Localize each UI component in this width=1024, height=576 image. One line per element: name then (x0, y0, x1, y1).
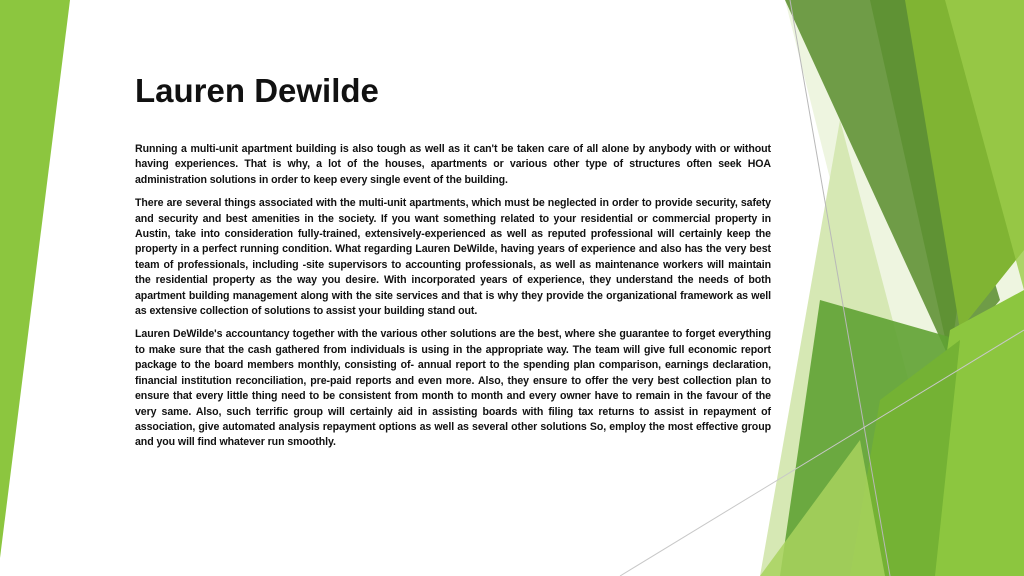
paragraph-2: There are several things associated with the multi-unit apartments, which must be neglected in order to provide security, safety and security and best amenities in the society. If you want something related to your residential or commercial property in Austin, take into consideration fully-trained, extensively-experienced as well as reputed professional will certainly keep the property in a perfect running condition. What regarding Lauren DeWilde, having years of experience and also has the very best team of professionals, including -site supervisors to accounting professionals, as well as maintenance workers will maintain the residential property as the way you desire. With incorporated years of experience, they understand the needs of both apartment building management along with the site services and that is why they provide the organizational framework as well as extensive collection of solutions to assist your building stand out. (135, 197, 771, 318)
paragraph-3: Lauren DeWilde's accountancy together with the various other solutions are the best, where she guarantee to forget everything to make sure that the cash gathered from individuals is using in the appropriate way. The team will give full economic report package to the board members monthly, consisting of- annual report to the spending plan comparison, earnings declaration, financial institution reconciliation, pre-paid reports and even more. Also, they ensure to offer the very best collection plan to ensure that every little thing need to be consistent from month to month and every owner have to remain in the favour of the very same. Also, such terrific group will certainly aid in assisting boards with filing tax returns to assist in repayment of association, give automated analysis repayment options as well as several other solutions So, employ the most effective group and you will find whatever run smoothly. (135, 328, 771, 449)
paragraph-1: Running a multi-unit apartment building is also tough as well as it can't be taken care of all alone by anybody with or without having experiences. That is why, a lot of the houses, apartments or various other type of structures often seek HOA administration solutions in order to keep every single event of the building. (135, 143, 771, 186)
slide-body (135, 142, 771, 459)
slide-title: Lauren Dewilde (135, 72, 379, 109)
left-green-stripe (0, 0, 70, 558)
